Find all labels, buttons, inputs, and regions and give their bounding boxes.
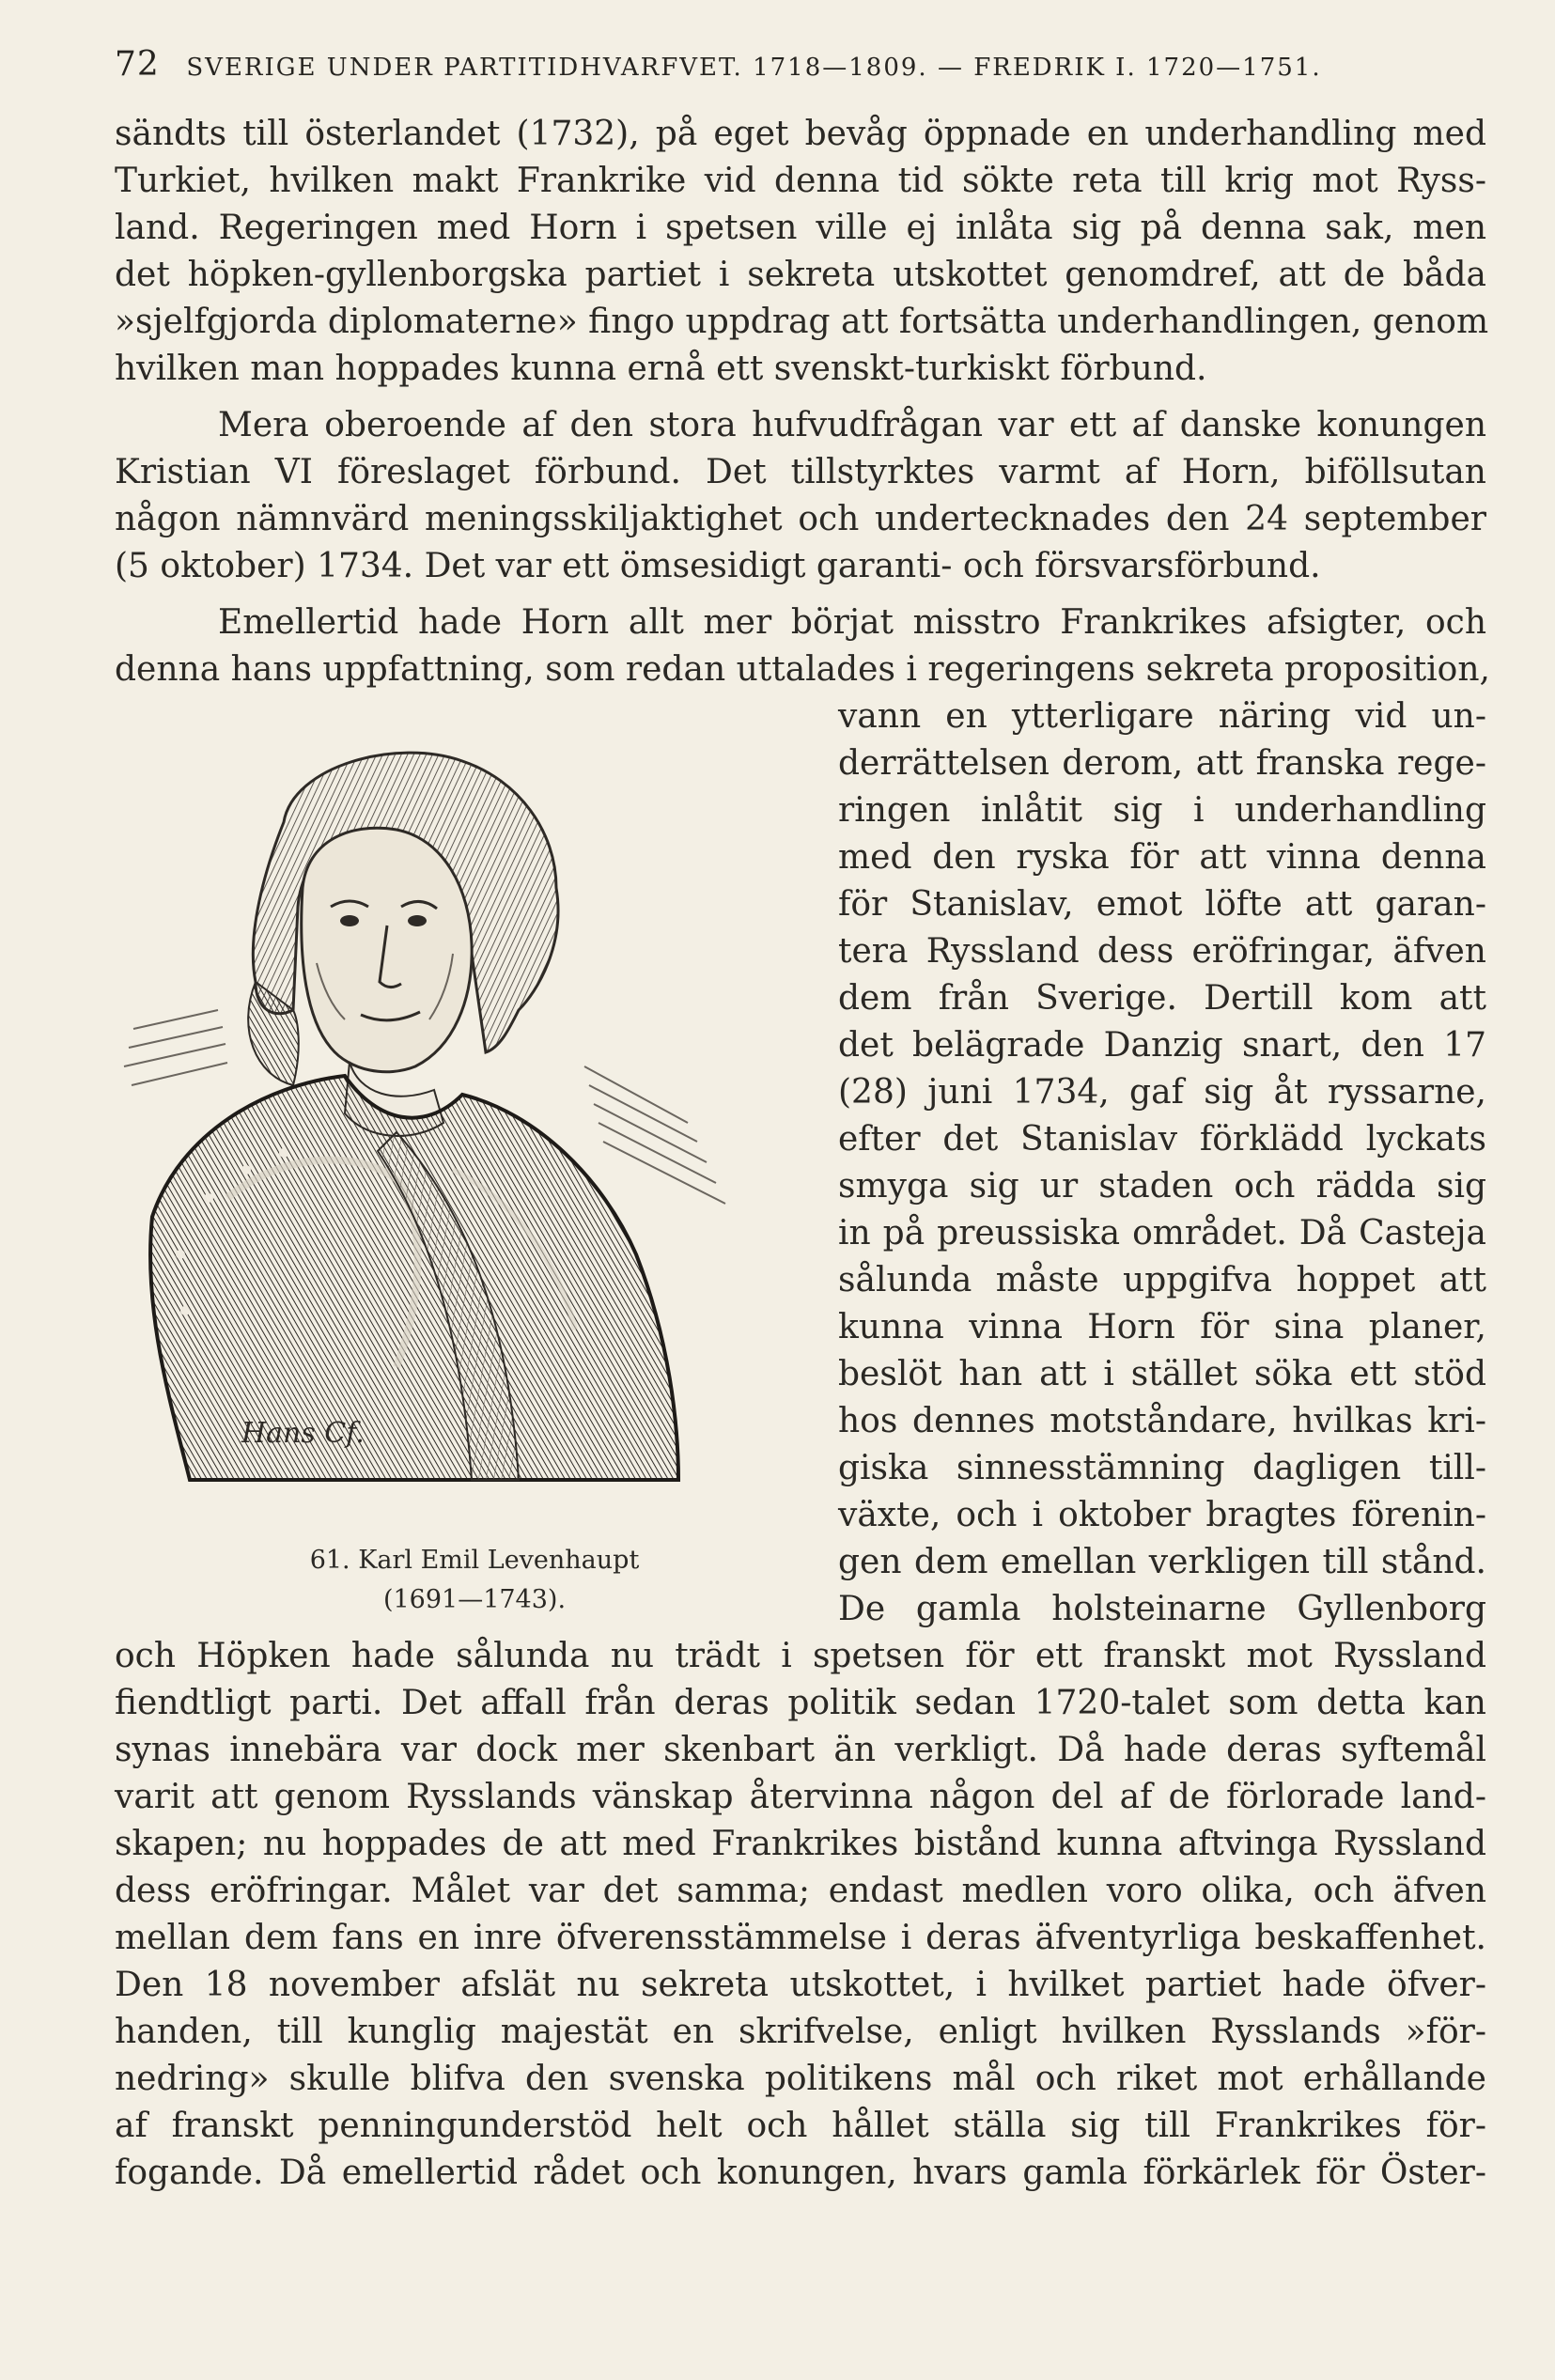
text-line: beslöt han att i stället söka ett stöd <box>838 1355 1486 1393</box>
running-header <box>115 45 1486 90</box>
caption-dates: (1691—1743). <box>382 1585 567 1614</box>
text-line: ringen inlåtit sig i underhandling <box>838 791 1486 830</box>
text-line: skapen; nu hoppades de att med Frankrikes bistånd kunna aftvinga Ryssland <box>115 1825 1486 1863</box>
text-line: nedring» skulle blifva den svenska politikens mål och riket mot erhållande <box>115 2060 1486 2098</box>
text-line: fiendtligt parti. Det affall från deras politik sedan 1720-talet som detta kan <box>115 1684 1486 1722</box>
text-line: denna hans uppfattning, som redan uttalades i regeringens sekreta proposition, <box>115 650 1490 689</box>
header-title: SVERIGE UNDER PARTITIDHVARFVET. 1718—1809. — FREDRIK I. 1720—1751. <box>186 54 1322 82</box>
text-line: efter det Stanislav förklädd lyckats <box>838 1120 1486 1159</box>
text-line: in på preussiska området. Då Casteja <box>838 1214 1486 1252</box>
page-number: 72 <box>115 45 160 84</box>
text-line: mellan dem fans en inre öfverensstämmelse i deras äfventyrliga beskaffenhet. <box>115 1919 1486 1957</box>
text-line: tera Ryssland dess eröfringar, äfven <box>838 932 1486 971</box>
text-line: land. Regeringen med Horn i spetsen ville ej inlåta sig på denna sak, men <box>115 209 1486 247</box>
text-line: (5 oktober) 1734. Det var ett ömsesidigt garanti- och försvarsförbund. <box>115 547 1321 585</box>
text-line: växte, och i oktober bragtes förenin- <box>838 1496 1486 1534</box>
engraver-signature: Hans Cf. <box>241 1417 365 1450</box>
text-line: hvilken man hoppades kunna ernå ett svenskt-turkiskt förbund. <box>115 350 1207 388</box>
text-line: sålunda måste uppgifva hoppet att <box>838 1261 1486 1299</box>
text-line: det belägrade Danzig snart, den 17 <box>838 1026 1486 1065</box>
text-line: De gamla holsteinarne Gyllenborg <box>838 1590 1486 1628</box>
text-line: vann en ytterligare näring vid un- <box>838 697 1486 736</box>
text-line: Den 18 november afslät nu sekreta utskottet, i hvilket partiet hade öfver- <box>115 1966 1486 2004</box>
text-line: för Stanislav, emot löfte att garan- <box>838 885 1486 924</box>
text-line: fogande. Då emellertid rådet och konungen, hvars gamla förkärlek för Öster- <box>115 2154 1486 2192</box>
text-line: »sjelfgjorda diplomaterne» fingo uppdrag att fortsätta underhandlingen, genom <box>115 303 1489 341</box>
text-line: sändts till österlandet (1732), på eget bevåg öppnade en underhandling med <box>115 115 1486 153</box>
figure-caption <box>240 1541 709 1620</box>
text-line: varit att genom Rysslands vänskap återvinna någon del af de förlorade land- <box>115 1778 1486 1816</box>
text-line: af franskt penningunderstöd helt och hållet ställa sig till Frankrikes för- <box>115 2107 1486 2145</box>
text-line: synas innebära var dock mer skenbart än verkligt. Då hade deras syftemål <box>115 1731 1486 1769</box>
text-line: smyga sig ur staden och rädda sig <box>838 1167 1486 1206</box>
text-line: och Höpken hade sålunda nu trädt i spetsen för ett franskt mot Ryssland <box>115 1637 1486 1675</box>
text-line: gen dem emellan verkligen till stånd. <box>838 1543 1486 1581</box>
text-line: någon nämnvärd meningsskiljaktighet och undertecknades den 24 september <box>115 500 1486 538</box>
text-line: med den ryska för att vinna denna <box>838 838 1486 877</box>
text-line: handen, till kunglig majestät en skrifvelse, enligt hvilken Rysslands »för- <box>115 2013 1486 2051</box>
text-line: derrättelsen derom, att franska rege- <box>838 744 1486 783</box>
text-line: dem från Sverige. Dertill kom att <box>838 979 1486 1018</box>
text-line: Turkiet, hvilken makt Frankrike vid denna tid sökte reta till krig mot Ryss- <box>115 162 1486 200</box>
caption-title: 61. Karl Emil Levenhaupt <box>309 1546 640 1575</box>
text-line: Kristian VI föreslaget förbund. Det tillstyrktes varmt af Horn, biföllsutan <box>115 453 1486 491</box>
text-line: Emellertid hade Horn allt mer börjat misstro Frankrikes afsigter, och <box>218 603 1486 642</box>
text-line: det höpken-gyllenborgska partiet i sekreta utskottet genomdref, att de båda <box>115 256 1486 294</box>
text-line: Mera oberoende af den stora hufvudfrågan var ett af danske konungen <box>218 406 1486 444</box>
text-line: dess eröfringar. Målet var det samma; endast medlen voro olika, och äfven <box>115 1872 1486 1910</box>
text-line: kunna vinna Horn för sina planer, <box>838 1308 1486 1346</box>
text-line: giska sinnesstämning dagligen till- <box>838 1449 1486 1487</box>
text-line: (28) juni 1734, gaf sig åt ryssarne, <box>838 1073 1486 1112</box>
text-line: hos dennes motståndare, hvilkas kri- <box>838 1402 1486 1440</box>
portrait-engraving <box>115 728 777 1532</box>
